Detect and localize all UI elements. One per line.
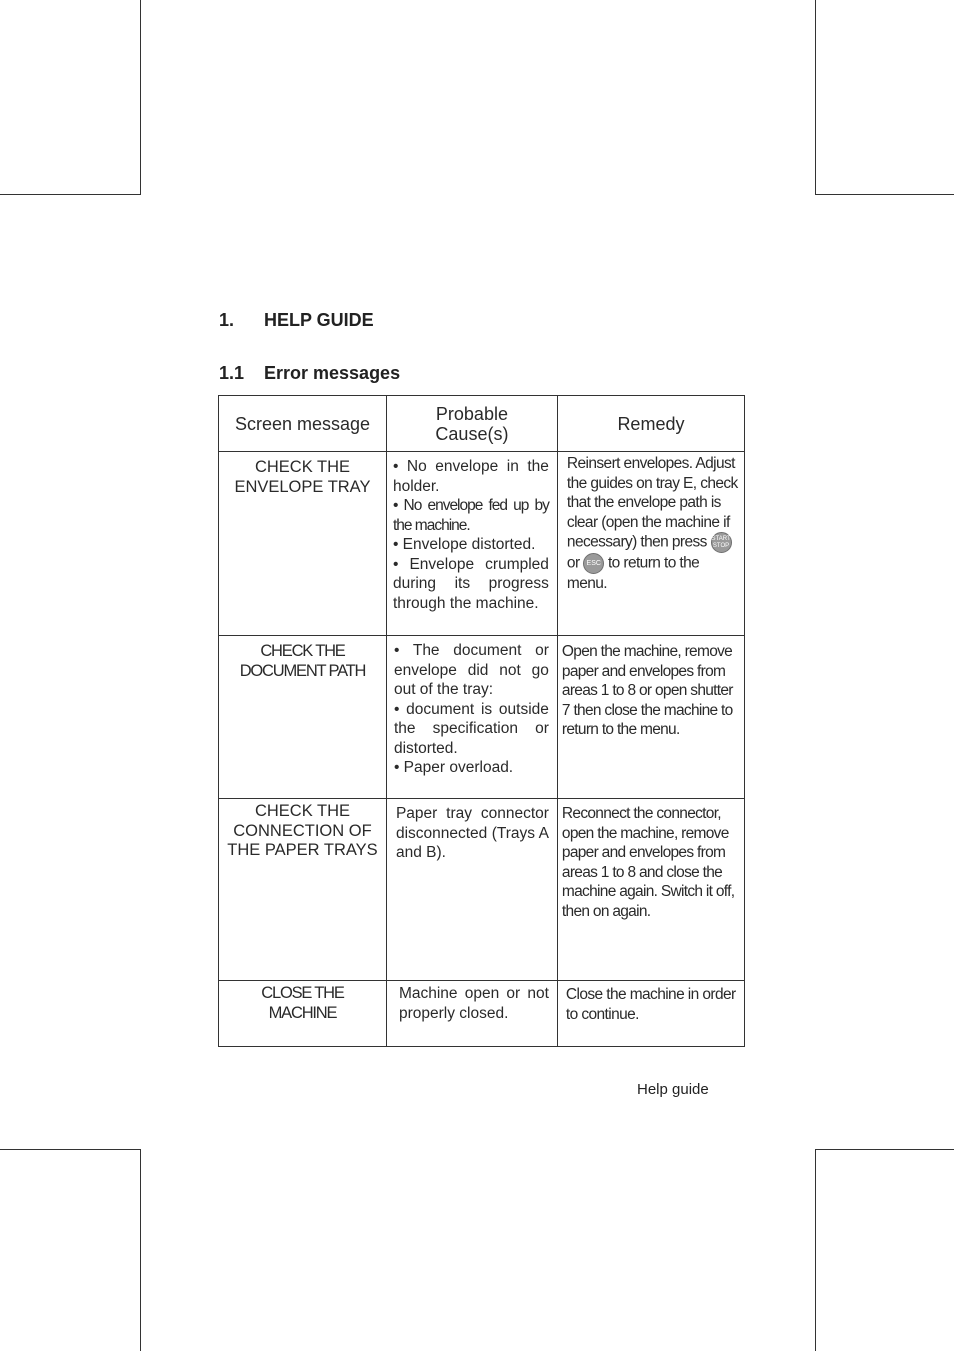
remedy-cell xyxy=(557,452,744,636)
remedy-cell xyxy=(557,636,744,799)
start-stop-button-icon: START STOP xyxy=(711,532,732,553)
section-number: 1. xyxy=(219,310,235,330)
screen-message: CHECK THE CONNECTION OF THE PAPER TRAYS xyxy=(227,802,378,859)
crop-mark xyxy=(815,1149,816,1351)
crop-mark xyxy=(0,1149,141,1150)
screen-message: CLOSE THE MACHINE xyxy=(261,984,344,1022)
cause-list xyxy=(387,452,557,613)
screen-message-cell xyxy=(219,981,387,1047)
section-title: HELP GUIDE xyxy=(264,310,374,330)
cause-cell xyxy=(386,981,557,1047)
header-screen-message: Screen message xyxy=(219,396,387,452)
remedy-text: Close the machine in order to continue. xyxy=(565,986,736,1023)
crop-mark xyxy=(140,0,141,195)
subsection-title: Error messages xyxy=(264,363,401,383)
remedy-text: Reinsert envelopes. Adjust the guides on tray E, check that the envelope path is clear (open the machine if necessary) then press START STOP or ESC to return to the menu. xyxy=(566,455,738,592)
table-row xyxy=(219,636,745,799)
remedy-text: Open the machine, remove paper and envelopes from areas 1 to 8 or open shutter 7 then close the machine to return to the menu. xyxy=(561,643,733,738)
cause-list xyxy=(387,636,557,778)
subsection-heading xyxy=(219,363,400,384)
cause-item: Machine open or not properly closed. xyxy=(398,985,549,1022)
cause-item: • document is outside the specification or distorted. xyxy=(393,700,549,757)
screen-message-cell xyxy=(219,799,387,981)
remedy-cell xyxy=(557,981,744,1047)
screen-message-cell xyxy=(219,452,387,636)
section-heading xyxy=(219,310,374,331)
cause-item: • No envelope in the holder. xyxy=(392,458,549,495)
esc-button-icon: ESC xyxy=(583,553,604,574)
cause-cell xyxy=(386,636,557,799)
crop-mark xyxy=(815,1149,954,1150)
remedy-text: Reconnect the connector, open the machine, remove paper and envelopes from areas 1 to 8 and close the machine again. Switch it off, then on again. xyxy=(561,805,735,920)
subsection-number: 1.1 xyxy=(219,363,245,383)
header-probable-causes: Probable Cause(s) xyxy=(386,396,557,452)
screen-message: CHECK THE ENVELOPE TRAY xyxy=(234,458,371,496)
table-row xyxy=(219,981,745,1047)
cause-item: • The document or envelope did not go out of the tray: xyxy=(393,642,549,698)
table-header-row xyxy=(219,396,745,452)
cause-cell xyxy=(386,799,557,981)
cause-cell xyxy=(386,452,557,636)
cause-item: Paper tray connector disconnected (Trays A and B). xyxy=(395,805,549,861)
crop-mark xyxy=(815,194,954,195)
cause-item: • Paper overload. xyxy=(393,759,514,776)
cause-item: • Envelope crumpled during its progress through the machine. xyxy=(392,555,549,612)
header-remedy: Remedy xyxy=(557,396,744,452)
table-row xyxy=(219,799,745,981)
crop-mark xyxy=(140,1149,141,1351)
screen-message-cell xyxy=(219,636,387,799)
cause-item: • No envelope fed up by the machine. xyxy=(392,497,549,534)
remedy-cell xyxy=(557,799,744,981)
crop-mark xyxy=(815,0,816,195)
table-row xyxy=(219,452,745,636)
error-messages-table xyxy=(218,395,745,1047)
cause-item: • Envelope distorted. xyxy=(392,536,536,553)
cause-list xyxy=(387,799,557,863)
cause-list xyxy=(387,981,557,1023)
screen-message: CHECK THE DOCUMENT PATH xyxy=(239,642,366,680)
crop-mark xyxy=(0,194,141,195)
page-footer: Help guide xyxy=(637,1081,709,1098)
